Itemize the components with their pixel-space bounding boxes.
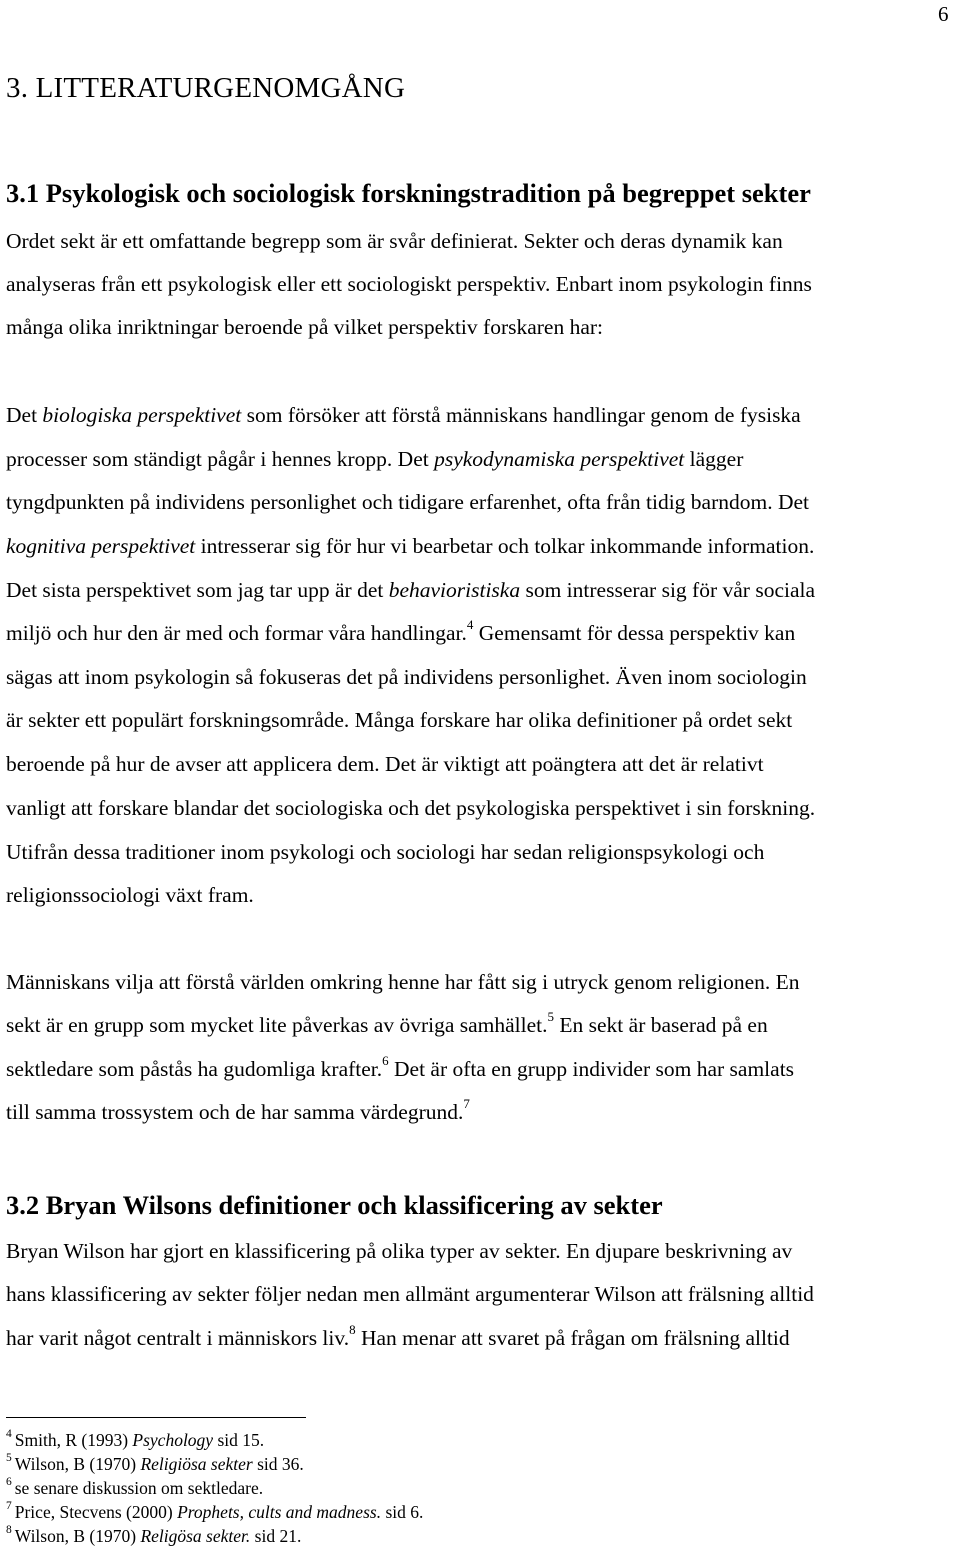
footnote: $^8$ Wilson, B (1970) Religösa sekter. sid 21. bbox=[6, 1524, 302, 1546]
paragraph-line: religionssociologi växt fram. bbox=[6, 883, 254, 907]
paragraph-line: är sekter ett populärt forskningsområde. Många forskare har olika definitioner på ordet sekt bbox=[6, 708, 793, 732]
footnote: $^7$ Price, Stecvens (2000) Prophets, cults and madness. sid 6. bbox=[6, 1500, 424, 1522]
italic-term: biologiska perspektivet bbox=[42, 403, 242, 427]
footnote-separator bbox=[6, 1417, 306, 1418]
paragraph-line: Ordet sekt är ett omfattande begrepp som är svår definierat. Sekter och deras dynamik kan bbox=[6, 229, 783, 253]
footnote: $^4$ Smith, R (1993) Psychology sid 15. bbox=[6, 1428, 265, 1450]
paragraph-line: sektledare som påstås ha gudomliga krafter.$^6$ Det är ofta en grupp individer som har samlats bbox=[6, 1052, 795, 1081]
footnote-ref[interactable]: 5 bbox=[547, 1008, 555, 1024]
paragraph-line: sekt är en grupp som mycket lite påverkas av övriga samhället.$^5$ En sekt är baserad på en bbox=[6, 1008, 768, 1037]
chapter-title: 3. LITTERATURGENOMGÅNG bbox=[6, 72, 406, 104]
footnote: $^5$ Wilson, B (1970) Religiösa sekter sid 36. bbox=[6, 1452, 304, 1474]
paragraph-line: hans klassificering av sekter följer nedan men allmänt argumenterar Wilson att frälsning alltid bbox=[6, 1282, 814, 1306]
page-number: 6 bbox=[938, 2, 949, 26]
paragraph-line: Människans vilja att förstå världen omkring henne har fått sig i utryck genom religionen. En bbox=[6, 970, 800, 994]
footnote-ref[interactable]: 7 bbox=[463, 1095, 470, 1111]
italic-term: kognitiva perspektivet bbox=[6, 534, 196, 558]
footnote-ref[interactable]: 8 bbox=[349, 1321, 356, 1337]
italic-term: behavioristiska bbox=[388, 578, 521, 602]
italic-term: psykodynamiska perspektivet bbox=[434, 447, 685, 471]
paragraph-line: Det sista perspektivet som jag tar upp är det behavioristiska som intresserar sig för vår sociala bbox=[6, 578, 816, 602]
paragraph-line: analyseras från ett psykologisk eller ett sociologiskt perspektiv. Enbart inom psykologin finns bbox=[6, 272, 812, 296]
paragraph-line: sägas att inom psykologin så fokuseras det på individens personlighet. Även inom sociologin bbox=[6, 665, 807, 689]
footnote: $^6$ se senare diskussion om sektledare. bbox=[6, 1476, 264, 1498]
section-heading-3-1: 3.1 Psykologisk och sociologisk forskningstradition på begreppet sekter bbox=[6, 178, 811, 208]
paragraph-line: kognitiva perspektivet intresserar sig för hur vi bearbetar och tolkar inkommande information. bbox=[6, 534, 815, 558]
paragraph-line: många olika inriktningar beroende på vilket perspektiv forskaren har: bbox=[6, 315, 604, 339]
paragraph-line: Bryan Wilson har gjort en klassificering på olika typer av sekter. En djupare beskrivning av bbox=[6, 1239, 793, 1263]
paragraph-line: processer som ständigt pågår i hennes kropp. Det psykodynamiska perspektivet lägger bbox=[6, 447, 744, 471]
paragraph-line: tyngdpunkten på individens personlighet och tidigare erfarenhet, ofta från tidig barndom. Det bbox=[6, 490, 810, 514]
paragraph-line: Utifrån dessa traditioner inom psykologi och sociologi har sedan religionspsykologi och bbox=[6, 840, 765, 864]
footnote-ref[interactable]: 6 bbox=[382, 1052, 389, 1068]
section-heading-3-2: 3.2 Bryan Wilsons definitioner och klassificering av sekter bbox=[6, 1190, 663, 1220]
paragraph-line: till samma trossystem och de har samma värdegrund.$^7$ bbox=[6, 1095, 470, 1124]
paragraph-line: har varit något centralt i människors liv.$^8$ Han menar att svaret på frågan om frälsning alltid bbox=[6, 1321, 790, 1350]
paragraph-line: miljö och hur den är med och formar våra handlingar.$^4$ Gemensamt för dessa perspektiv kan bbox=[6, 616, 796, 645]
footnote-ref[interactable]: 4 bbox=[466, 616, 474, 632]
paragraph-line: vanligt att forskare blandar det sociologiska och det psykologiska perspektivet i sin forskning. bbox=[6, 796, 816, 820]
paragraph-line: Det biologiska perspektivet som försöker att förstå människans handlingar genom de fysiska bbox=[6, 403, 801, 427]
paragraph-line: beroende på hur de avser att applicera dem. Det är viktigt att poängtera att det är relativt bbox=[6, 752, 764, 776]
